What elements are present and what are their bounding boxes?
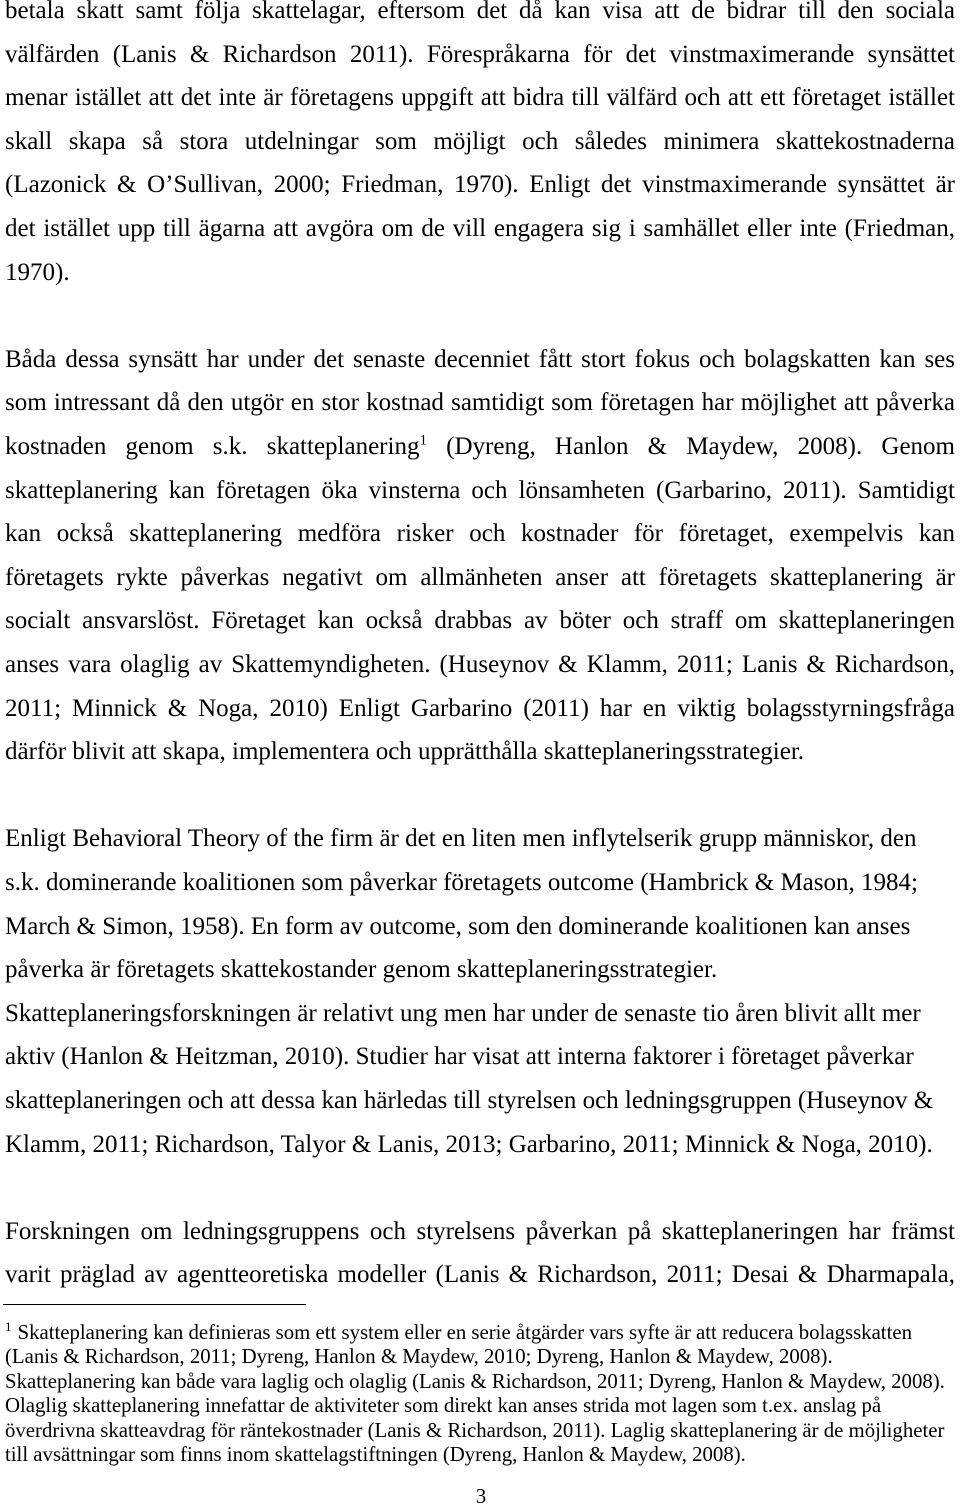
text-line: påverka är företagets skattekostander genom skatteplaneringsstrategier. <box>5 956 718 984</box>
text-line: aktiv (Hanlon & Heitzman, 2010). Studier har visat att interna faktorer i företaget påverkar <box>5 1043 914 1071</box>
text-line: företagets rykte påverkas negativt om allmänheten anser att företagets skatteplanering är <box>5 563 955 591</box>
text-line: March & Simon, 1958). En form av outcome, som den dominerande koalitionen kan anses <box>5 912 911 940</box>
text-line: därför blivit att skapa, implementera och upprätthålla skatteplaneringsstrategier. <box>5 738 805 766</box>
paragraph <box>5 1210 955 1297</box>
footnote-marker: 1 <box>5 1319 12 1335</box>
paragraph <box>5 817 955 1166</box>
footnote-line: (Lanis & Richardson, 2011; Dyreng, Hanlon & Maydew, 2010; Dyreng, Hanlon & Maydew, 2008). <box>5 1345 833 1369</box>
footnote-reference: 1 <box>419 432 427 449</box>
text-line: s.k. dominerande koalitionen som påverkar företagets outcome (Hambrick & Mason, 1984; <box>5 868 918 896</box>
footnote-line: Olaglig skatteplanering innefattar de aktiviteter som direkt kan anses strida mot lagen som t.ex. anslag på <box>5 1394 882 1418</box>
text-line: Enligt Behavioral Theory of the firm är det en liten men inflytelserik grupp människor, den <box>5 825 917 853</box>
text-line: 1970). <box>5 258 70 286</box>
text-line: kan också skatteplanering medföra risker och kostnader för företaget, exempelvis kan <box>5 520 955 548</box>
text-line: varit präglad av agentteoretiska modeller (Lanis & Richardson, 2011; Desai & Dharmapala, <box>5 1261 955 1289</box>
text-line: (Lazonick & O’Sullivan, 2000; Friedman, 1970). Enligt det vinstmaximerande synsättet är <box>5 171 955 199</box>
paragraph <box>5 338 955 774</box>
footnote <box>5 1321 955 1467</box>
footnote-separator <box>3 1304 306 1305</box>
text-line: Skatteplaneringsforskningen är relativt ung men har under de senaste tio åren blivit allt mer <box>5 999 921 1027</box>
text-line: skatteplaneringen och att dessa kan härledas till styrelsen och ledningsgruppen (Huseynov & <box>5 1086 934 1114</box>
text-line: välfärden (Lanis & Richardson 2011). Förespråkarna för det vinstmaximerande synsättet <box>5 40 955 68</box>
text-line: 2011; Minnick & Noga, 2010) Enligt Garbarino (2011) har en viktig bolagsstyrningsfråga <box>5 694 955 722</box>
text-segment: (Dyreng, Hanlon & Maydew, 2008). Genom <box>426 432 955 460</box>
text-line: skatteplanering kan företagen öka vinsterna och lönsamheten (Garbarino, 2011). Samtidigt <box>5 476 955 504</box>
text-line: betala skatt samt följa skattelagar, eftersom det då kan visa att de bidrar till den sociala <box>5 0 955 24</box>
text-line: anses vara olaglig av Skattemyndigheten. (Huseynov & Klamm, 2011; Lanis & Richardson, <box>5 650 955 678</box>
footnote-line: Skatteplanering kan både vara laglig och olaglig (Lanis & Richardson, 2011; Dyreng, Hanlon & Maydew, 2008). <box>5 1369 945 1393</box>
footnote-text: Skatteplanering kan definieras som ett system eller en serie åtgärder vars syfte är att reducera bolagsskatten <box>17 1321 912 1344</box>
paragraph <box>5 0 955 294</box>
text-line: menar istället att det inte är företagens uppgift att bidra till välfärd och att ett företaget istället <box>5 84 955 112</box>
text-line: som intressant då den utgör en stor kostnad samtidigt som företagen har möjlighet att påverka <box>5 389 955 417</box>
text-line <box>5 425 955 469</box>
text-line: socialt ansvarslöst. Företaget kan också drabbas av böter och straff om skatteplaneringen <box>5 607 955 635</box>
text-segment: kostnaden genom s.k. skatteplanering <box>5 432 420 460</box>
text-line: Båda dessa synsätt har under det senaste decenniet fått stort fokus och bolagskatten kan ses <box>5 345 955 373</box>
page-number: 3 <box>475 1484 487 1508</box>
text-line: Klamm, 2011; Richardson, Talyor & Lanis, 2013; Garbarino, 2011; Minnick & Noga, 2010). <box>5 1130 933 1158</box>
footnote-line <box>5 1321 955 1345</box>
footnote-line: överdrivna skatteavdrag för räntekostnader (Lanis & Richardson, 2011). Laglig skatteplanering är de möjligheter <box>5 1418 945 1442</box>
text-line: det istället upp till ägarna att avgöra om de vill engagera sig i samhället eller inte (Friedman, <box>5 214 955 242</box>
text-line: Forskningen om ledningsgruppens och styrelsens påverkan på skatteplaneringen har främst <box>5 1217 955 1245</box>
text-line: skall skapa så stora utdelningar som möjligt och således minimera skattekostnaderna <box>5 127 955 155</box>
footnote-line: till avsättningar som finns inom skattelagstiftningen (Dyreng, Hanlon & Maydew, 2008). <box>5 1442 746 1466</box>
